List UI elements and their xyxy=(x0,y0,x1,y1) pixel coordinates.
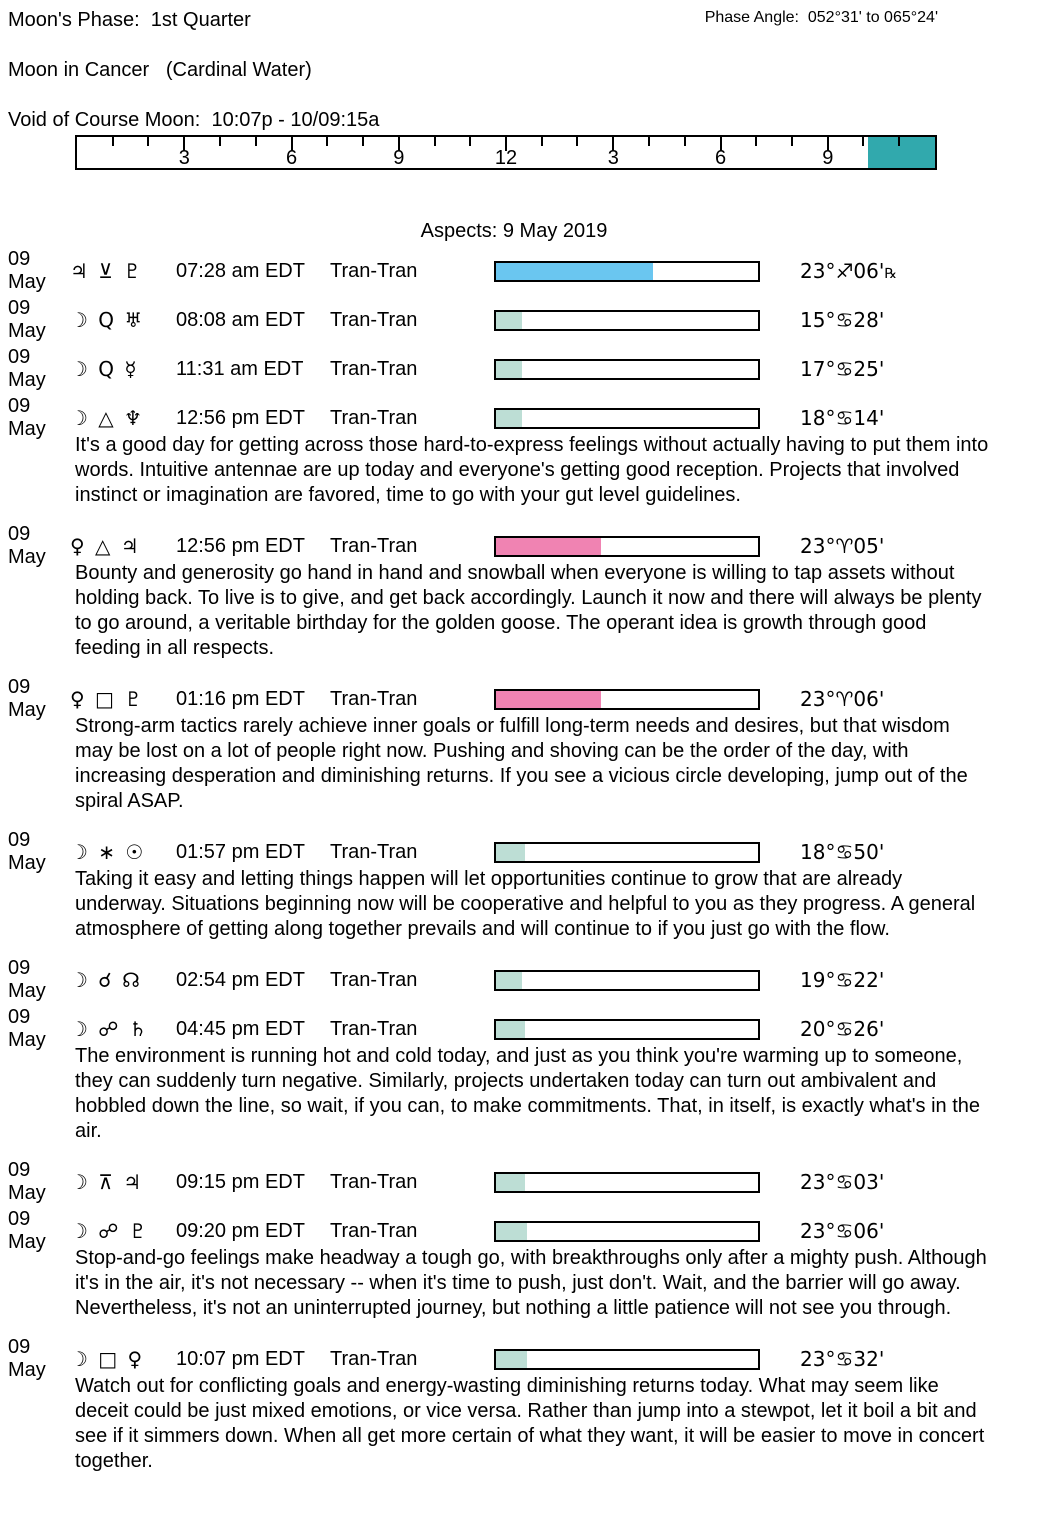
ruler-tick xyxy=(219,137,221,146)
aspect-type: Tran-Tran xyxy=(330,406,418,429)
ruler-tick xyxy=(147,137,149,146)
ruler-tick xyxy=(862,137,864,146)
aspect-interpretation: Stop-and-go feelings make headway a tough go, with breakthroughs only after a mighty push. Although it's in the air, it's not necessary -- when it's time to push, just don't. Wait, and the barrier will go away. Nevertheless, it's not an uninterrupted journey, but nothing a little patience will not see you through. xyxy=(75,1247,987,1319)
ruler-tick xyxy=(755,137,757,146)
aspect-date: 09 May xyxy=(8,829,46,874)
aspect-symbols: ☽ Q ☿ xyxy=(70,357,139,381)
aspect-row xyxy=(8,1208,1046,1321)
aspect-strength-fill xyxy=(496,1351,527,1368)
ruler-hour-label: 6 xyxy=(285,147,298,169)
aspect-degree: 23°♐06' xyxy=(800,259,885,283)
aspect-degree: 15°♋28' xyxy=(800,308,885,332)
ruler-hour-label: 3 xyxy=(178,147,190,169)
aspect-strength-bar xyxy=(494,408,760,429)
aspect-symbols: ☽ ☍ ♇ xyxy=(70,1219,149,1243)
aspect-type: Tran-Tran xyxy=(330,1347,418,1370)
aspect-strength-bar xyxy=(494,1349,760,1370)
aspect-time: 10:07 pm EDT xyxy=(176,1347,305,1370)
aspect-type: Tran-Tran xyxy=(330,259,418,282)
aspect-degree: 23°♈06' xyxy=(800,687,885,711)
aspect-interpretation: Bounty and generosity go hand in hand and snowball when everyone is willing to tap assets without holding back. To live is to give, and get back accordingly. Launch it now and there will always be plenty to go around, a veritable birthday for the golden goose. The operant idea is growth through good feeding in all respects. xyxy=(75,562,982,659)
aspect-row xyxy=(8,1006,1046,1144)
aspect-row-main xyxy=(8,957,1046,1002)
aspect-symbols: ☽ Q ♅ xyxy=(70,308,145,332)
aspect-strength-bar xyxy=(494,359,760,380)
aspect-interpretation: Watch out for conflicting goals and energy-wasting diminishing returns today. What may seem like deceit could be just mixed emotions, or vice versa. Rather than jump into a stewpot, let it boil a bit and see if it simmers down. When all get more certain of what they want, it will be easier to move in concert together. xyxy=(75,1375,985,1472)
aspect-position xyxy=(800,968,884,992)
aspect-time: 04:45 pm EDT xyxy=(176,1017,305,1040)
aspect-position xyxy=(800,687,884,711)
ruler-hour-label: 9 xyxy=(393,147,405,169)
aspect-symbols: ☽ ⊼ ♃ xyxy=(70,1170,144,1194)
aspect-type: Tran-Tran xyxy=(330,357,418,380)
aspect-time: 02:54 pm EDT xyxy=(176,968,305,991)
aspect-row xyxy=(8,523,1046,661)
aspect-row-main xyxy=(8,395,1046,440)
aspect-row-main xyxy=(8,248,1046,293)
ruler-tick xyxy=(684,137,686,146)
aspect-strength-fill xyxy=(496,844,525,861)
aspect-strength-fill xyxy=(496,691,601,708)
aspect-row xyxy=(8,1336,1046,1474)
aspect-degree: 23°♋03' xyxy=(800,1170,885,1194)
aspect-strength-bar xyxy=(494,536,760,557)
aspect-position xyxy=(800,1219,884,1243)
aspect-strength-bar xyxy=(494,310,760,331)
aspect-degree: 23°♈05' xyxy=(800,534,885,558)
voc-ruler xyxy=(75,135,937,170)
aspect-type: Tran-Tran xyxy=(330,308,418,331)
ruler-tick xyxy=(791,137,793,146)
ruler-tick xyxy=(648,137,650,146)
aspect-symbols: ♃ ⊻ ♇ xyxy=(70,259,144,283)
aspect-strength-bar xyxy=(494,842,760,863)
aspect-symbols: ☽ △ ♆ xyxy=(70,406,144,430)
aspect-date: 09 May xyxy=(8,1159,46,1204)
aspect-time: 11:31 am EDT xyxy=(176,357,304,380)
aspect-date: 09 May xyxy=(8,1208,46,1253)
aspect-row-main xyxy=(8,676,1046,721)
aspect-strength-fill xyxy=(496,1174,525,1191)
aspect-degree: 17°♋25' xyxy=(800,357,885,381)
aspect-date: 09 May xyxy=(8,297,46,342)
ruler-tick xyxy=(469,137,471,146)
aspect-position xyxy=(800,1347,884,1371)
voc-ruler-fill xyxy=(868,137,935,168)
aspect-type: Tran-Tran xyxy=(330,687,418,710)
aspect-symbols: ☽ ☍ ♄ xyxy=(70,1017,149,1041)
aspect-symbols: ♀ △ ♃ xyxy=(70,534,141,558)
aspect-time: 08:08 am EDT xyxy=(176,308,305,331)
aspects-list xyxy=(8,248,1046,1474)
aspect-time: 09:20 pm EDT xyxy=(176,1219,305,1242)
aspect-row xyxy=(8,676,1046,814)
phase-angle-text: Phase Angle: 052°31' to 065°24' xyxy=(704,9,938,26)
aspect-row-main xyxy=(8,1336,1046,1381)
aspect-symbols: ☽ ☌ ☊ xyxy=(70,968,142,992)
aspect-row xyxy=(8,957,1046,1002)
aspect-time: 01:57 pm EDT xyxy=(176,840,305,863)
aspect-strength-bar xyxy=(494,261,760,282)
aspect-date: 09 May xyxy=(8,248,46,293)
aspect-row xyxy=(8,1159,1046,1204)
aspect-row xyxy=(8,248,1046,293)
aspect-strength-fill xyxy=(496,263,653,280)
ruler-tick xyxy=(576,137,578,146)
aspect-symbols: ☽ ∗ ☉ xyxy=(70,840,146,864)
aspect-interpretation: Strong-arm tactics rarely achieve inner goals or fulfill long-term needs and desires, but that wisdom may be lost on a lot of people right now. Pushing and shoving can be the order of the day, with increasing desperation and diminishing returns. If you see a vicious circle developing, jump out of the spiral ASAP. xyxy=(75,715,968,812)
aspect-date: 09 May xyxy=(8,523,46,568)
aspect-row xyxy=(8,395,1046,508)
ruler-hour-label: 9 xyxy=(822,147,834,169)
aspect-row-main xyxy=(8,829,1046,874)
aspect-degree: 18°♋14' xyxy=(800,406,885,430)
aspect-position xyxy=(800,1170,884,1194)
aspect-row xyxy=(8,346,1046,391)
aspect-strength-fill xyxy=(496,972,522,989)
aspect-time: 01:16 pm EDT xyxy=(176,687,305,710)
aspect-interpretation: Taking it easy and letting things happen will let opportunities continue to grow that are already underway. Situations beginning now will be cooperative and helpful to you as they progress. A general atmosphere of getting along together prevails and will continue to if you just go with the flow. xyxy=(75,868,976,940)
aspect-position xyxy=(800,534,884,558)
moon-sign-text: Moon in Cancer (Cardinal Water) xyxy=(8,59,312,81)
header-row xyxy=(8,8,1046,32)
moons-phase-text: Moon's Phase: 1st Quarter xyxy=(8,9,251,31)
aspect-strength-fill xyxy=(496,410,522,427)
aspect-date: 09 May xyxy=(8,957,46,1002)
aspect-time: 07:28 am EDT xyxy=(176,259,305,282)
aspect-interpretation: It's a good day for getting across those hard-to-express feelings without actually having to put them into words. Intuitive antennae are up today and everyone's getting good reception. Projects that involved instinct or imagination are favored, time to go with your gut level guidelines. xyxy=(75,434,989,506)
ruler-hour-label: 3 xyxy=(607,147,619,169)
aspect-row-main xyxy=(8,297,1046,342)
ruler-tick xyxy=(541,137,543,146)
aspect-time: 12:56 pm EDT xyxy=(176,534,305,557)
aspect-row xyxy=(8,297,1046,342)
aspect-type: Tran-Tran xyxy=(330,1017,418,1040)
aspect-row-main xyxy=(8,1208,1046,1253)
ruler-tick xyxy=(326,137,328,146)
aspect-row-main xyxy=(8,346,1046,391)
aspect-row-main xyxy=(8,1159,1046,1204)
ruler-tick xyxy=(112,137,114,146)
aspect-strength-bar xyxy=(494,689,760,710)
aspect-position xyxy=(800,406,884,430)
aspect-type: Tran-Tran xyxy=(330,968,418,991)
aspect-type: Tran-Tran xyxy=(330,534,418,557)
ruler-tick xyxy=(255,137,257,146)
aspect-date: 09 May xyxy=(8,676,46,721)
aspect-row-main xyxy=(8,523,1046,568)
aspect-row xyxy=(8,829,1046,942)
aspect-degree: 20°♋26' xyxy=(800,1017,885,1041)
ruler-tick xyxy=(362,137,364,146)
aspect-degree: 23°♋32' xyxy=(800,1347,885,1371)
aspect-position xyxy=(800,308,884,332)
aspect-position xyxy=(800,357,884,381)
aspect-time: 09:15 pm EDT xyxy=(176,1170,305,1193)
aspect-type: Tran-Tran xyxy=(330,1219,418,1242)
aspect-degree: 23°♋06' xyxy=(800,1219,885,1243)
aspect-degree: 19°♋22' xyxy=(800,968,885,992)
aspect-strength-bar xyxy=(494,970,760,991)
aspect-type: Tran-Tran xyxy=(330,840,418,863)
ruler-tick xyxy=(434,137,436,146)
aspect-position xyxy=(800,840,884,864)
aspect-type: Tran-Tran xyxy=(330,1170,418,1193)
aspect-date: 09 May xyxy=(8,395,46,440)
aspect-strength-fill xyxy=(496,1223,527,1240)
aspect-date: 09 May xyxy=(8,346,46,391)
ruler-hour-label: 12 xyxy=(494,147,518,169)
ruler-tick xyxy=(898,137,900,146)
aspect-strength-fill xyxy=(496,361,522,378)
retrograde-symbol: ℞ xyxy=(884,266,897,282)
aspect-date: 09 May xyxy=(8,1336,46,1381)
aspects-title: Aspects: 9 May 2019 xyxy=(420,220,608,242)
ruler-hour-label: 6 xyxy=(714,147,727,169)
aspect-row-main xyxy=(8,1006,1046,1051)
aspect-strength-bar xyxy=(494,1172,760,1193)
aspect-symbols: ♀ □ ♇ xyxy=(70,687,145,711)
aspect-strength-fill xyxy=(496,1021,525,1038)
aspect-symbols: ☽ □ ♀ xyxy=(70,1347,145,1371)
aspect-interpretation: The environment is running hot and cold today, and just as you think you're warming up to someone, they can suddenly turn negative. Similarly, projects undertaken today can turn out ambivalent and hobbled down the line, so wait, if you can, to make commitments. That, in itself, is exactly what's in the air. xyxy=(75,1045,980,1142)
aspect-position xyxy=(800,259,897,283)
aspect-strength-fill xyxy=(496,538,601,555)
aspect-strength-bar xyxy=(494,1221,760,1242)
aspect-position xyxy=(800,1017,884,1041)
aspect-degree: 18°♋50' xyxy=(800,840,885,864)
aspect-date: 09 May xyxy=(8,1006,46,1051)
aspect-strength-bar xyxy=(494,1019,760,1040)
aspect-strength-fill xyxy=(496,312,522,329)
aspect-time: 12:56 pm EDT xyxy=(176,406,305,429)
void-of-course-text: Void of Course Moon: 10:07p - 10/09:15a xyxy=(8,109,380,131)
